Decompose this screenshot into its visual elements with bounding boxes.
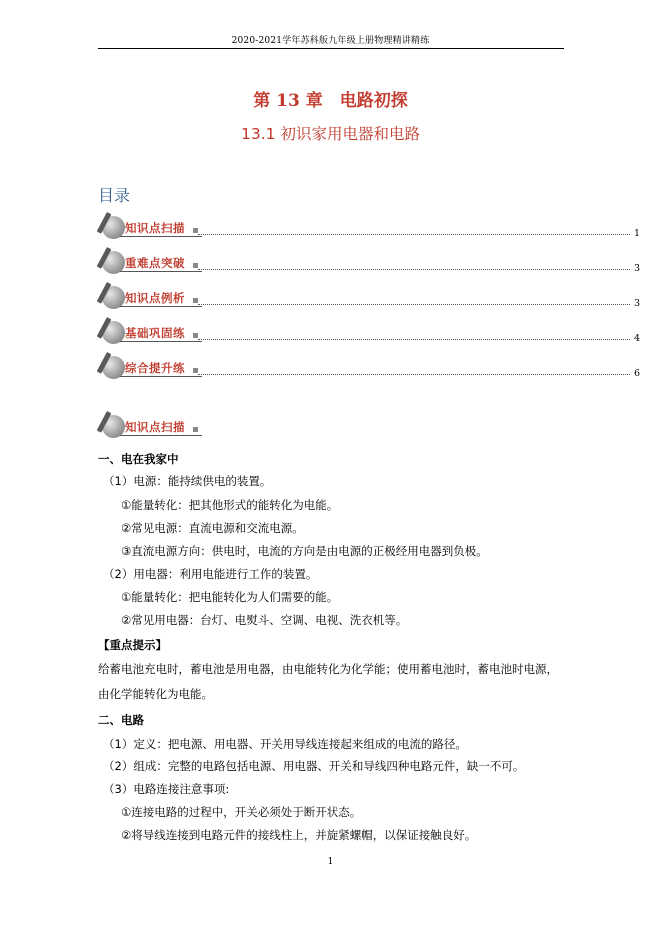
toc-badge: [98, 249, 206, 279]
toc-entry-4[interactable]: [98, 319, 640, 351]
toc-page-number: 4: [633, 333, 640, 344]
toc-entry-3[interactable]: [98, 284, 640, 316]
toc-page-number: 3: [633, 298, 640, 309]
toc-leader-dots: [198, 339, 630, 340]
badge-square-icon: [193, 298, 198, 303]
paragraph: （1）定义：把电源、用电器、开关用导线连接起来组成的电流的路径。: [103, 737, 467, 751]
toc-leader-dots: [198, 234, 630, 235]
paragraph: ①能量转化：把电能转化为人们需要的能。: [121, 590, 339, 604]
toc-page-number: 6: [633, 368, 640, 379]
badge-square-icon: [193, 333, 198, 338]
paragraph: （2）用电器：利用电能进行工作的装置。: [103, 567, 318, 581]
badge-underline: [120, 306, 202, 307]
badge-square-icon: [193, 368, 198, 373]
badge-square-icon: [193, 228, 198, 233]
badge-square-icon: [193, 263, 198, 268]
section-badge: [98, 413, 206, 443]
toc-entry-label: 综合提升练: [125, 361, 185, 375]
toc-badge: [98, 214, 206, 244]
toc-entry-5[interactable]: [98, 354, 640, 386]
paragraph: 由化学能转化为电能。: [98, 687, 213, 701]
heading-electricity-at-home: 一、电在我家中: [98, 452, 179, 466]
paragraph: 给蓄电池充电时，蓄电池是用电器，由电能转化为化学能；使用蓄电池时，蓄电池时电源，: [98, 662, 558, 676]
toc-leader-dots: [198, 304, 630, 305]
page-number: 1: [327, 857, 334, 867]
toc-entry-label: 基础巩固练: [125, 326, 185, 340]
heading-key-tip: 【重点提示】: [98, 638, 167, 652]
toc-badge: [98, 354, 206, 384]
toc-leader-dots: [198, 374, 630, 375]
paragraph: ②常见用电器：台灯、电熨斗、空调、电视、洗衣机等。: [121, 613, 408, 627]
toc-entry-2[interactable]: [98, 249, 640, 281]
paragraph: ①能量转化：把其他形式的能转化为电能。: [121, 498, 339, 512]
paragraph: （3）电路连接注意事项:: [103, 782, 230, 796]
badge-underline: [120, 271, 202, 272]
chapter-title: 第 13 章 电路初探: [253, 91, 408, 111]
toc-leader-dots: [198, 269, 630, 270]
toc-badge: [98, 284, 206, 314]
paragraph: （1）电源：能持续供电的装置。: [103, 474, 272, 488]
badge-square-icon: [193, 427, 198, 432]
paragraph: ②将导线连接到电路元件的接线柱上，并旋紧螺帽，以保证接触良好。: [121, 828, 477, 842]
section-title: 13.1 初识家用电器和电路: [241, 125, 420, 143]
toc-entry-label: 知识点例析: [125, 291, 185, 305]
paragraph: ③直流电源方向：供电时，电流的方向是由电源的正极经用电器到负极。: [121, 544, 488, 558]
running-header: 2020-2021学年苏科版九年级上册物理精讲精练: [231, 36, 430, 46]
toc-entry-label: 知识点扫描: [125, 221, 185, 235]
badge-underline: [120, 376, 202, 377]
paragraph: （2）组成：完整的电路包括电源、用电器、开关和导线四种电路元件，缺一不可。: [103, 759, 525, 773]
heading-circuit: 二、电路: [98, 713, 144, 727]
paragraph: ①连接电路的过程中，开关必须处于断开状态。: [121, 805, 362, 819]
section-badge-label: 知识点扫描: [125, 420, 185, 434]
header-rule: [98, 48, 564, 49]
toc-badge: [98, 319, 206, 349]
toc-page-number: 3: [633, 263, 640, 274]
toc-page-number: 1: [633, 228, 640, 239]
paragraph: ②常见电源：直流电源和交流电源。: [121, 521, 304, 535]
toc-entry-1[interactable]: [98, 214, 640, 246]
badge-underline: [120, 236, 202, 237]
toc-entry-label: 重难点突破: [125, 256, 185, 270]
badge-underline: [120, 341, 202, 342]
badge-underline: [120, 435, 202, 436]
toc-title: 目录: [98, 186, 131, 205]
